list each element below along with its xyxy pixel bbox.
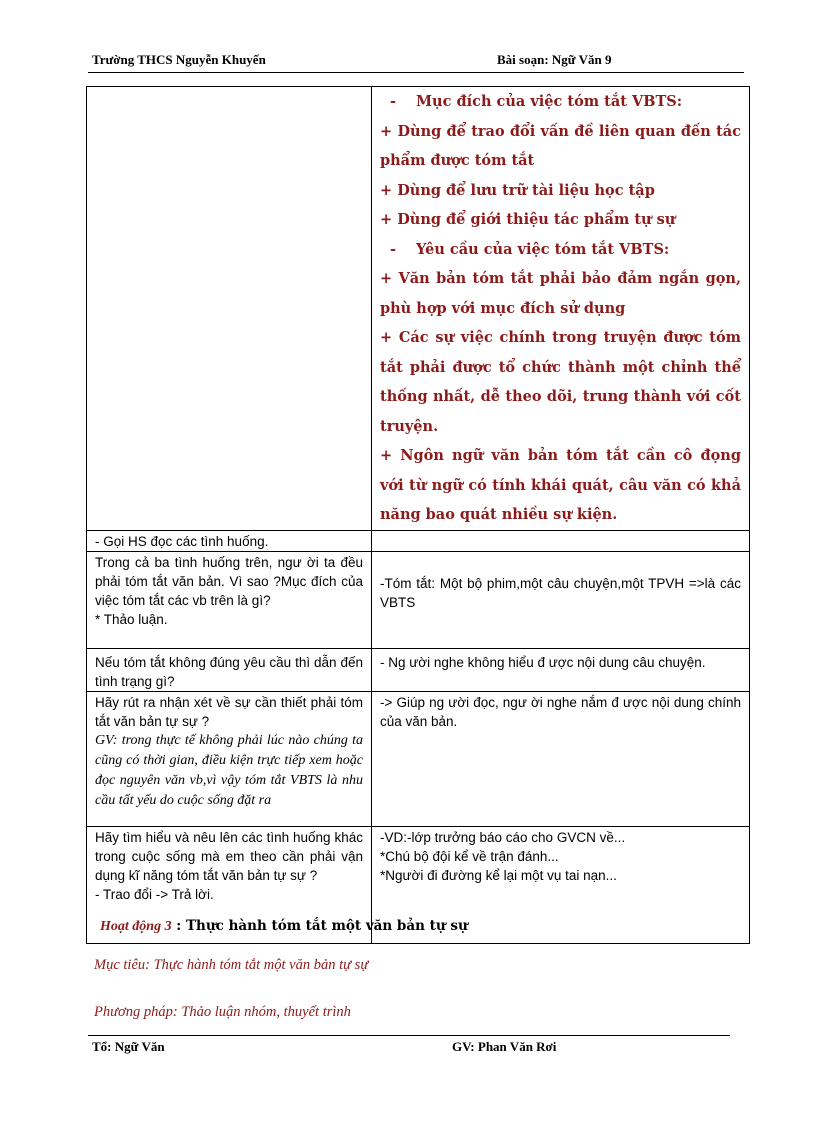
cell-text: Hãy tìm hiểu và nêu lên các tình huống khác trong cuộc sống mà em theo cần phải vận dụng kĩ năng tóm tắt văn bản tự sự ? [95, 829, 363, 883]
lesson-table [86, 86, 750, 944]
activity-label: Hoạt động 3 [100, 919, 172, 934]
table-row [87, 648, 750, 691]
cell-text: *Người đi đường kể lại một vụ tai nạn... [380, 867, 617, 883]
cell-text: - Ng ười nghe không hiểu đ ược nội dung câu chuyện. [380, 654, 706, 670]
activity-title: Thực hành tóm tắt một văn bản tự sự [185, 918, 468, 934]
table-cell-content [372, 87, 750, 531]
cell-text: -> Giúp ng ười đọc, ngư ời nghe nắm đ ược nội dung chính của văn bản. [380, 694, 741, 729]
activity-separator: : [171, 918, 186, 934]
teacher-name: GV: Phan Văn Rơi [452, 1039, 557, 1054]
cell-text: Trong cả ba tình huống trên, ngư ời ta đều phải tóm tắt văn bản. Vì sao ?Mục đích của việc tóm tắt các vb trên là gì? [95, 554, 363, 608]
table-cell [372, 530, 750, 551]
cell-text: -VD:-lớp trưởng báo cáo cho GVCN về... [380, 829, 626, 845]
cell-text: - Gọi HS đọc các tình huống. [95, 533, 269, 549]
table-cell [87, 530, 372, 551]
table-cell [372, 551, 750, 648]
purpose-item: + Dùng để giới thiệu tác phẩm tự sự [380, 211, 676, 228]
table-cell-empty [87, 87, 372, 531]
table-cell [87, 551, 372, 648]
cell-text: Hãy rút ra nhận xét về sự cần thiết phải tóm tắt văn bản tự sự ? [95, 694, 363, 729]
table-row [87, 87, 750, 531]
page-footer [92, 1039, 732, 1059]
header-rule [88, 72, 744, 73]
teacher-note: GV: trong thực tế không phải lúc nào chúng ta cũng có thời gian, điều kiện trực tiếp xem hoặc đọc nguyên văn vb,vì vậy tóm tắt VBTS là nhu cầu tất yếu do cuộc sống đặt ra [95, 732, 363, 808]
requirement-item: + Ngôn ngữ văn bản tóm tắt cần cô đọng với từ ngữ có tính khái quát, câu văn có khả năng bao quát nhiều sự kiện. [380, 447, 741, 523]
school-name: Trường THCS Nguyễn Khuyến [92, 52, 266, 67]
purpose-item: + Dùng để lưu trữ tài liệu học tập [380, 181, 655, 199]
cell-text: - Trao đổi -> Trả lời. [95, 886, 214, 902]
requirement-title: - Yêu cầu của việc tóm tắt VBTS: [390, 240, 670, 258]
table-cell [372, 691, 750, 826]
table-row [87, 551, 750, 648]
table-cell [372, 648, 750, 691]
activity-heading [100, 918, 468, 935]
cell-text: -Tóm tắt: Một bộ phim,một câu chuyện,một TPVH =>là các VBTS [380, 575, 741, 610]
table-cell [87, 648, 372, 691]
purpose-item: + Dùng để trao đổi vấn đề liên quan đến tác phẩm được tóm tắt [380, 122, 741, 169]
table-row [87, 530, 750, 551]
objective-line: Mục tiêu: Thực hành tóm tắt một văn bản tự sự [94, 957, 369, 973]
page-header [92, 50, 744, 70]
department: Tổ: Ngữ Văn [92, 1039, 165, 1054]
purpose-title: - Mục đích của việc tóm tắt VBTS: [390, 93, 683, 110]
cell-text: *Chú bộ đội kể về trận đánh... [380, 848, 559, 864]
footer-rule [88, 1035, 730, 1036]
method-line: Phương pháp: Thảo luận nhóm, thuyết trình [94, 1004, 351, 1020]
table-cell [87, 691, 372, 826]
table-row [87, 691, 750, 826]
cell-text: Nếu tóm tắt không đúng yêu cầu thì dẫn đến tình trạng gì? [95, 654, 363, 689]
lesson-title: Bài soạn: Ngữ Văn 9 [497, 52, 612, 67]
cell-text: * Thảo luận. [95, 611, 168, 627]
requirement-item: + Các sự việc chính trong truyện được tóm tắt phải được tổ chức thành một chỉnh thể thống nhất, dễ theo dõi, trung thành với cốt truyện. [380, 329, 741, 435]
requirement-item: + Văn bản tóm tắt phải bảo đảm ngắn gọn, phù hợp với mục đích sử dụng [380, 270, 741, 317]
